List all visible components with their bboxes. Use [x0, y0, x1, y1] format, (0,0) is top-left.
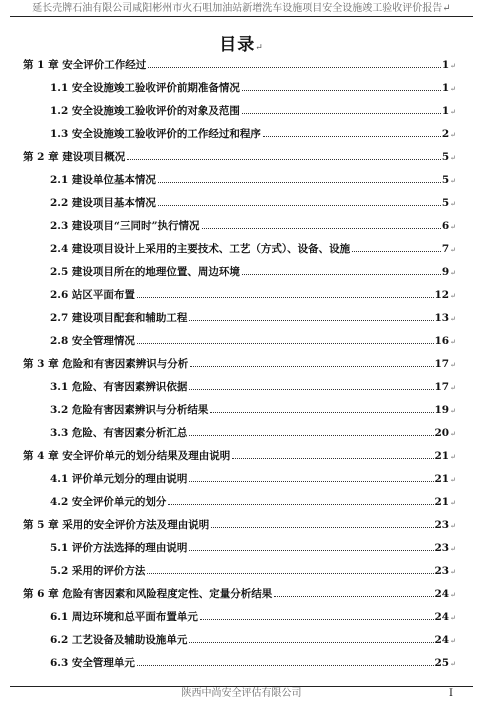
toc-chapter-entry[interactable] [23, 357, 456, 371]
toc-dot-leader [232, 457, 433, 459]
toc-entry-page: 23 [434, 565, 450, 577]
paragraph-mark: ↵ [450, 407, 456, 415]
toc-dot-leader [210, 411, 433, 413]
toc-entry-label: 2.4 建设项目设计上采用的主要技术、工艺（方式）、设备、设施 [50, 243, 351, 255]
toc-entry-label: 1.3 安全设施竣工验收评价的工作经过和程序 [50, 128, 261, 140]
toc-entry-page: 23 [434, 519, 450, 531]
toc-dot-leader [137, 342, 434, 344]
toc-entry-page: 1 [441, 82, 450, 94]
toc-entry-label: 4.1 评价单元划分的理由说明 [50, 473, 188, 485]
toc-entry-page: 1 [441, 59, 450, 71]
toc-dot-leader [242, 89, 441, 91]
paragraph-mark: ↵ [450, 499, 456, 507]
toc-entry-page: 17 [434, 358, 450, 370]
toc-entry-page: 16 [434, 335, 450, 347]
toc-section-entry[interactable] [50, 426, 456, 440]
paragraph-mark: ↵ [450, 614, 456, 622]
header-paragraph-mark: ↵ [442, 3, 451, 14]
toc-entry-label: 3.2 危险有害因素辨识与分析结果 [50, 404, 209, 416]
toc-chapter-entry[interactable] [23, 587, 456, 601]
toc-dot-leader [189, 480, 433, 482]
toc-entry-label: 6.3 安全管理单元 [50, 657, 135, 669]
title-paragraph-mark: ↵ [255, 43, 264, 53]
toc-section-entry[interactable] [50, 334, 456, 348]
toc-section-entry[interactable] [50, 173, 456, 187]
header-text: 延长壳牌石油有限公司咸阳彬州市火石咀加油站新增洗车设施项目安全设施竣工验收评价报告 [32, 3, 443, 14]
toc-section-entry[interactable] [50, 495, 456, 509]
toc-entry-page: 2 [441, 128, 450, 140]
toc-entry-label: 3.3 危险、有害因素分析汇总 [50, 427, 188, 439]
toc-entry-page: 21 [434, 450, 450, 462]
paragraph-mark: ↵ [450, 660, 456, 668]
toc-dot-leader [148, 66, 441, 68]
paragraph-mark: ↵ [450, 522, 456, 530]
toc-section-entry[interactable] [50, 541, 456, 555]
page-footer [10, 686, 473, 701]
toc-entry-page: 9 [441, 266, 450, 278]
toc-dot-leader [189, 641, 433, 643]
toc-entry-page: 19 [434, 404, 450, 416]
toc-dot-leader [242, 112, 441, 114]
toc-entry-page: 6 [441, 220, 450, 232]
paragraph-mark: ↵ [450, 453, 456, 461]
toc-section-entry[interactable] [50, 380, 456, 394]
toc-dot-leader [189, 319, 433, 321]
paragraph-mark: ↵ [450, 177, 456, 185]
toc-entry-label: 第 4 章 安全评价单元的划分结果及理由说明 [23, 450, 231, 462]
toc-dot-leader [211, 526, 433, 528]
toc-entry-label: 2.1 建设单位基本情况 [50, 174, 156, 186]
paragraph-mark: ↵ [450, 430, 456, 438]
toc-section-entry[interactable] [50, 288, 456, 302]
toc-entry-page: 23 [434, 542, 450, 554]
toc-chapter-entry[interactable] [23, 449, 456, 463]
toc-entry-label: 2.5 建设项目所在的地理位置、周边环境 [50, 266, 240, 278]
toc-dot-leader [137, 664, 434, 666]
toc-entry-label: 1.1 安全设施竣工验收评价前期准备情况 [50, 82, 240, 94]
toc-entry-page: 24 [434, 588, 450, 600]
page-header [10, 2, 473, 17]
toc-entry-label: 第 3 章 危险和有害因素辨识与分析 [23, 358, 189, 370]
toc-dot-leader [274, 595, 433, 597]
toc-dot-leader [352, 250, 441, 252]
toc-entry-label: 6.2 工艺设备及辅助设施单元 [50, 634, 188, 646]
toc-entry-page: 20 [434, 427, 450, 439]
toc-section-entry[interactable] [50, 311, 456, 325]
toc-entry-label: 第 1 章 安全评价工作经过 [23, 59, 147, 71]
toc-entry-label: 2.3 建设项目“三同时”执行情况 [50, 220, 200, 232]
toc-entry-label: 第 6 章 危险有害因素和风险程度定性、定量分析结果 [23, 588, 273, 600]
paragraph-mark: ↵ [450, 315, 456, 323]
toc-dot-leader [189, 388, 433, 390]
toc-entry-page: 24 [434, 634, 450, 646]
paragraph-mark: ↵ [450, 637, 456, 645]
paragraph-mark: ↵ [450, 591, 456, 599]
paragraph-mark: ↵ [450, 85, 456, 93]
toc-entry-page: 7 [441, 243, 450, 255]
toc-dot-leader [242, 273, 441, 275]
toc-entry-label: 2.8 安全管理情况 [50, 335, 135, 347]
toc-chapter-entry[interactable] [23, 518, 456, 532]
paragraph-mark: ↵ [450, 269, 456, 277]
toc-title [0, 30, 483, 55]
toc-chapter-entry[interactable] [23, 58, 456, 72]
toc-dot-leader [147, 572, 433, 574]
paragraph-mark: ↵ [450, 246, 456, 254]
paragraph-mark: ↵ [450, 200, 456, 208]
toc-entry-page: 5 [441, 151, 450, 163]
toc-entry-page: 25 [434, 657, 450, 669]
toc-dot-leader [168, 503, 433, 505]
toc-entry-label: 2.2 建设项目基本情况 [50, 197, 156, 209]
toc-entry-label: 4.2 安全评价单元的划分 [50, 496, 167, 508]
toc-dot-leader [137, 296, 434, 298]
toc-dot-leader [127, 158, 441, 160]
toc-entry-page: 17 [434, 381, 450, 393]
toc-dot-leader [202, 227, 441, 229]
toc-entry-label: 2.6 站区平面布置 [50, 289, 135, 301]
paragraph-mark: ↵ [450, 131, 456, 139]
toc-section-entry[interactable] [50, 196, 456, 210]
toc-dot-leader [189, 549, 433, 551]
toc-dot-leader [200, 618, 434, 620]
paragraph-mark: ↵ [450, 568, 456, 576]
paragraph-mark: ↵ [450, 154, 456, 162]
toc-section-entry[interactable] [50, 104, 456, 118]
toc-section-entry[interactable] [50, 564, 456, 578]
paragraph-mark: ↵ [450, 476, 456, 484]
toc-section-entry[interactable] [50, 472, 456, 486]
paragraph-mark: ↵ [450, 108, 456, 116]
paragraph-mark: ↵ [450, 338, 456, 346]
toc-section-entry[interactable] [50, 219, 456, 233]
toc-entry-page: 21 [434, 473, 450, 485]
toc-entry-label: 1.2 安全设施竣工验收评价的对象及范围 [50, 105, 240, 117]
toc-section-entry[interactable] [50, 656, 456, 670]
toc-dot-leader [158, 204, 441, 206]
toc-entry-page: 5 [441, 197, 450, 209]
paragraph-mark: ↵ [450, 545, 456, 553]
toc-entry-label: 6.1 周边环境和总平面布置单元 [50, 611, 198, 623]
paragraph-mark: ↵ [450, 62, 456, 70]
paragraph-mark: ↵ [450, 384, 456, 392]
toc-entry-label: 第 2 章 建设项目概况 [23, 151, 126, 163]
paragraph-mark: ↵ [450, 292, 456, 300]
toc-entry-page: 24 [434, 611, 450, 623]
toc-chapter-entry[interactable] [23, 150, 456, 164]
toc-entry-label: 3.1 危险、有害因素辨识依据 [50, 381, 188, 393]
paragraph-mark: ↵ [450, 223, 456, 231]
toc-entry-label: 5.1 评价方法选择的理由说明 [50, 542, 188, 554]
toc-entry-label: 5.2 采用的评价方法 [50, 565, 146, 577]
toc-dot-leader [189, 434, 433, 436]
toc-entry-page: 12 [434, 289, 450, 301]
paragraph-mark: ↵ [450, 361, 456, 369]
toc-entry-page: 1 [441, 105, 450, 117]
toc-dot-leader [190, 365, 433, 367]
toc-section-entry[interactable] [50, 403, 456, 417]
toc-section-entry[interactable] [50, 633, 456, 647]
toc-section-entry[interactable] [50, 242, 456, 256]
toc-section-entry[interactable] [50, 265, 456, 279]
toc-entry-label: 第 5 章 采用的安全评价方法及理由说明 [23, 519, 210, 531]
toc-section-entry[interactable] [50, 127, 456, 141]
toc-title-text: 目录 [219, 35, 256, 55]
toc-section-entry[interactable] [50, 610, 456, 624]
toc-entry-page: 5 [441, 174, 450, 186]
footer-company: 陕西中尚安全评估有限公司 [181, 688, 302, 699]
footer-page-number: I [449, 688, 453, 699]
toc-section-entry[interactable] [50, 81, 456, 95]
toc-dot-leader [158, 181, 441, 183]
toc-entry-page: 13 [434, 312, 450, 324]
toc-entry-page: 21 [434, 496, 450, 508]
toc-dot-leader [263, 135, 441, 137]
toc-entry-label: 2.7 建设项目配套和辅助工程 [50, 312, 188, 324]
